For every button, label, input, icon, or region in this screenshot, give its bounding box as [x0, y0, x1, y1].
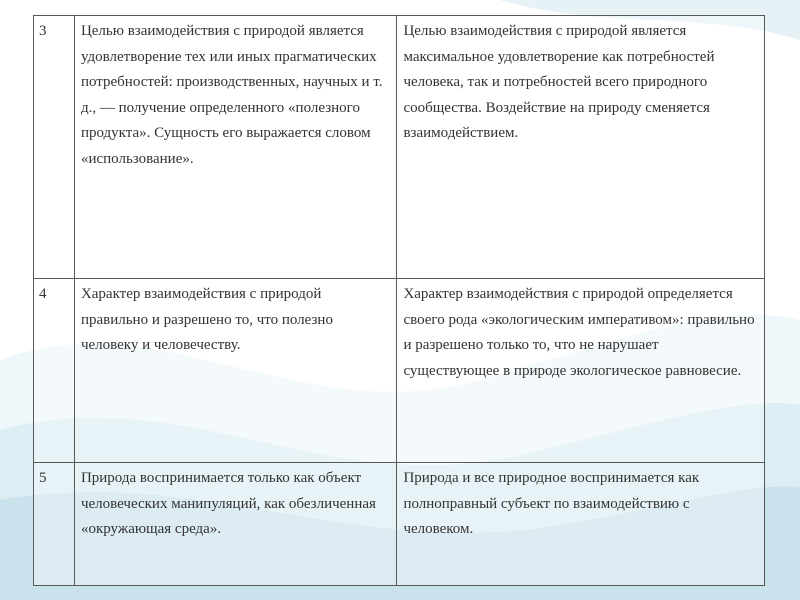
row-number-text: 3 [39, 23, 47, 39]
table-row [34, 16, 765, 279]
right-cell-text: Характер взаимодействия с природой определяется своего рода «экологическим императивом»: правильно и разрешено только то, что не нарушает существующее в природе экологическое равновесие. [403, 286, 755, 379]
left-cell [74, 463, 397, 586]
row-number [34, 279, 75, 463]
right-cell-text: Целью взаимодействия с природой является максимальное удовлетворение как потребностей человека, так и потребностей всего природного сообщества. Воздействие на природу сменяется взаимодействием. [403, 23, 715, 141]
left-cell [74, 279, 397, 463]
right-cell [397, 16, 765, 279]
left-cell [74, 16, 397, 279]
left-cell-text: Целью взаимодействия с природой является удовлетворение тех или иных прагматических потребностей: производственных, научных и т. д., — получение определенного «полезного продукта». Сущность его выражается словом «использование». [80, 23, 383, 167]
table-row [34, 279, 765, 463]
row-number-text: 4 [39, 286, 47, 302]
comparison-table [33, 15, 765, 586]
row-number [34, 16, 75, 279]
row-number [34, 463, 75, 586]
right-cell [397, 279, 765, 463]
right-cell-text: Природа и все природное воспринимается как полноправный субъект по взаимодействию с человеком. [403, 470, 700, 537]
left-cell-text: Природа воспринимается только как объект человеческих манипуляций, как обезличенная «окружающая среда». [80, 470, 376, 537]
right-cell [397, 463, 765, 586]
left-cell-text: Характер взаимодействия с природой правильно и разрешено то, что полезно человеку и человечеству. [80, 286, 333, 353]
row-number-text: 5 [39, 470, 47, 486]
table-row [34, 463, 765, 586]
